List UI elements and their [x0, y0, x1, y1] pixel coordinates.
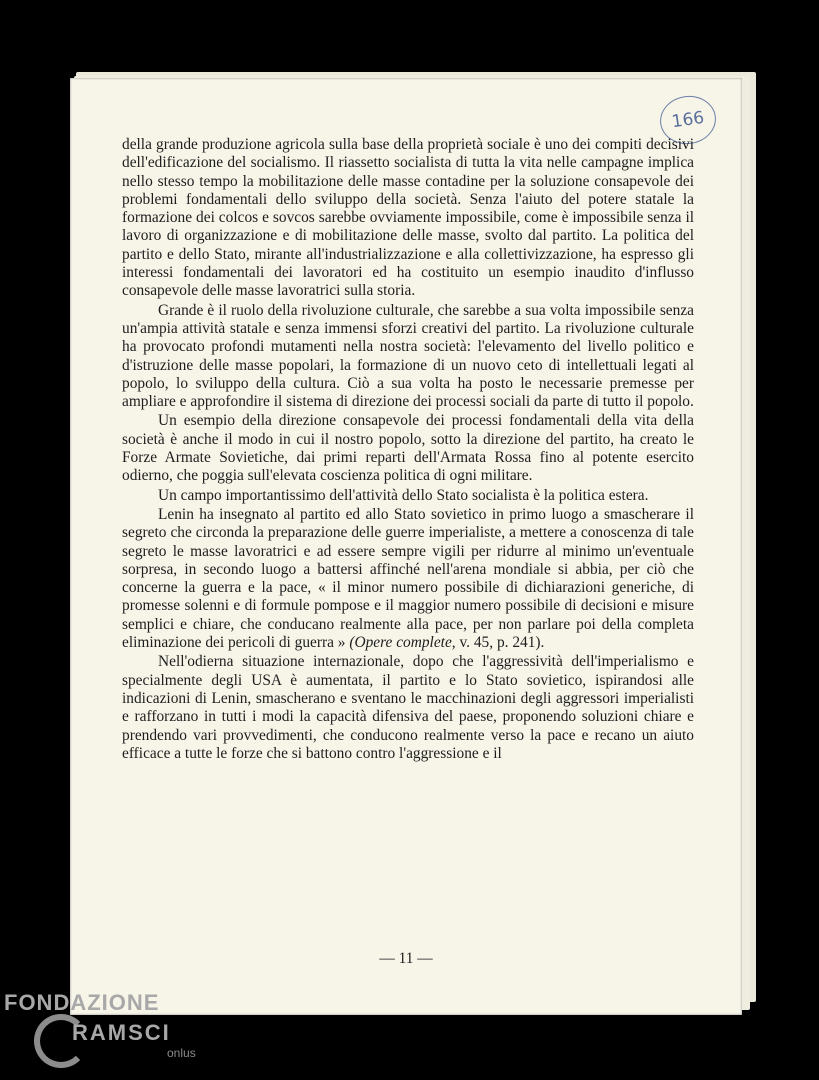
citation-ref: v. 45, p. 241).	[455, 634, 545, 652]
document-body	[122, 136, 694, 763]
logo-line-2: RAMSCI	[72, 1020, 171, 1045]
paragraph-2: Grande è il ruolo della rivoluzione culturale, che sarebbe a sua volta impossibile senza un'ampia attività statale e senza immensi sforzi creativi del partito. La rivoluzione culturale ha provocato profondi mutamenti nella nostra società: l'elevamento del livello politico e d'istruzione delle masse popolari, la formazione di un nuovo ceto di intellettuali legati al popolo, lo sviluppo della cultura. Ciò a sua volta ha posto le necessarie premesse per ampliare e approfondire il sistema di direzione dei processi sociali da parte di tutto il popolo.	[122, 301, 694, 411]
document-page	[70, 78, 742, 1015]
archive-stamp: 166	[657, 92, 719, 147]
citation-title: (Opere complete,	[349, 634, 456, 652]
logo-line-1: FONDAZIONE	[4, 990, 160, 1015]
paragraph-6: Nell'odierna situazione internazionale, dopo che l'aggressività dell'imperialismo e specialmente degli USA è aumentata, il partito e lo Stato sovietico, ispirandosi alle indicazioni di Lenin, smascherano e sventano le macchinazioni degli aggressori imperialisti e rafforzano in tutti i modi la capacità difensiva del paese, proponendo soluzioni chiare e prendendo vari provvedimenti, che conducono realmente verso la pace e recano un aiuto efficace a tutte le forze che si battono contro l'aggressione e il	[122, 653, 694, 762]
page-number: — 11 —	[379, 950, 433, 967]
logo-line-3: onlus	[167, 1046, 196, 1060]
paragraph-3: Un esempio della direzione consapevole dei processi fondamentali della vita della società è anche il modo in cui il nostro popolo, sotto la direzione del partito, ha creato le Forze Armate Sovietiche, dai primi reparti dell'Armata Rossa fino al potente esercito odierno, che poggia sull'elevata coscienza politica di ogni militare.	[122, 412, 694, 485]
paragraph-1: della grande produzione agricola sulla base della proprietà sociale è uno dei compiti decisivi dell'edificazione del socialismo. Il riassetto socialista di tutta la vita nelle campagne implica nello stesso tempo la mobilitazione delle masse contadine per la soluzione consapevole dei problemi fondamentali dello sviluppo della società. Senza l'aiuto del potere statale la formazione dei colcos e sovcos sarebbe ovviamente impossibile, come è impossibile senza il lavoro di organizzazione e di mobilitazione delle masse, svolto dal partito. La politica del partito e dello Stato, mirante all'industrializzazione e alla collettivizzazione, ha espresso gli interessi fondamentali dei lavoratori ed ha costituito un esempio inaudito d'influsso consapevole delle masse lavoratrici sulla storia.	[122, 136, 694, 300]
fondazione-gramsci-logo	[4, 990, 204, 1075]
paragraph-5-text: Lenin ha insegnato al partito ed allo Stato sovietico in primo luogo a smascherare il segreto che circonda la preparazione delle guerre imperialiste, a mettere a conoscenza di tale segreto le masse lavoratrici e ad essere sempre vigili per ridurre al minimo un'eventuale sorpresa, in secondo luogo a battersi affinché nell'arena mondiale si abbia, per ciò che concerne la guerra e la pace, « il minor numero possibile di dichiarazioni generiche, di promesse solenni e di formule pompose e il maggior numero possibile di decisioni e misure semplici e chiare, che conducano realmente alla pace, per non parlare poi della completa eliminazione dei pericoli di guerra »	[122, 505, 694, 652]
paragraph-5	[122, 506, 694, 652]
paragraph-4: Un campo importantissimo dell'attività dello Stato socialista è la politica estera.	[158, 486, 649, 504]
